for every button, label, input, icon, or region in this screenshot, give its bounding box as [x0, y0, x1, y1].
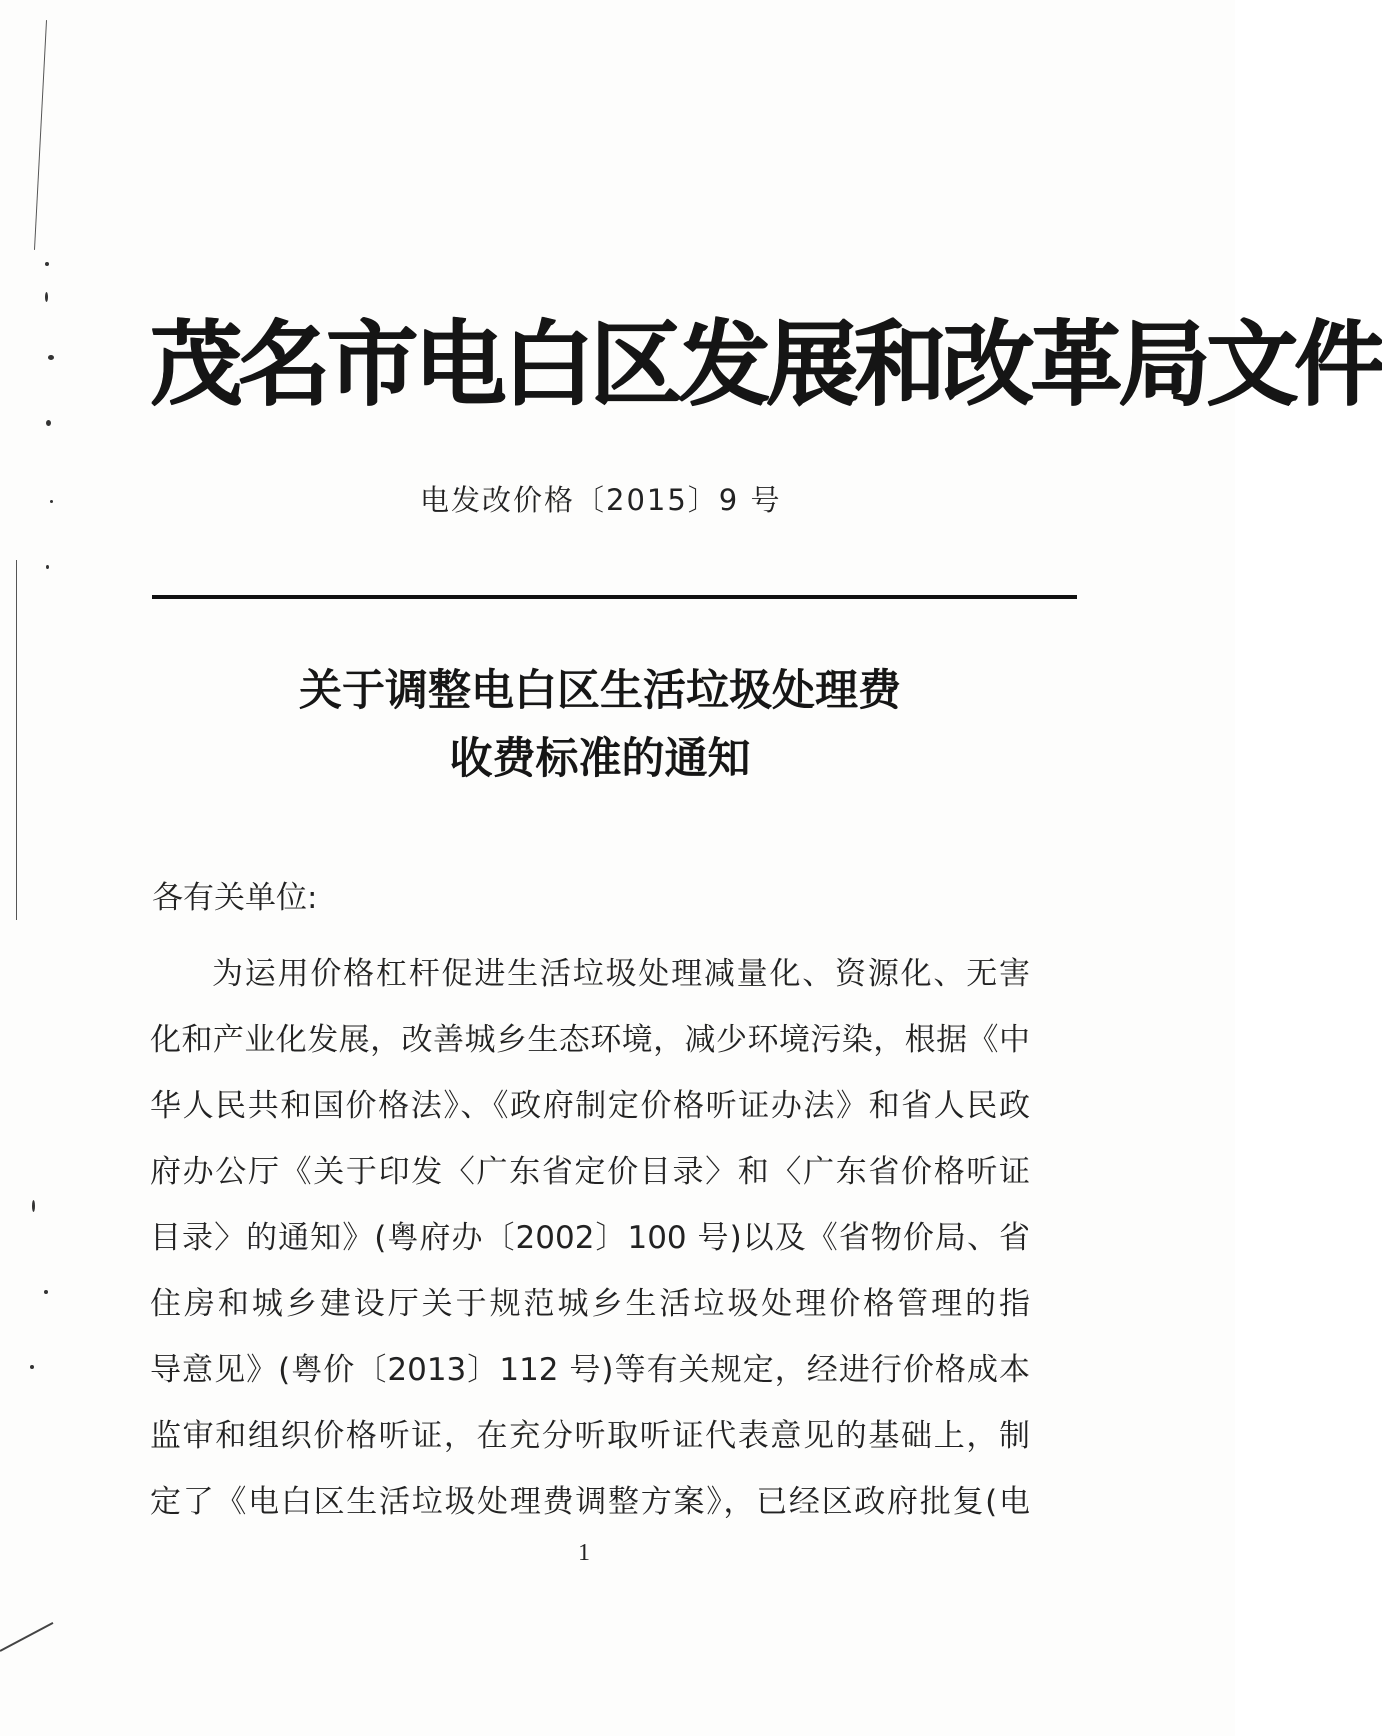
body-line: 定了《电白区生活垃圾处理费调整方案》，已经区政府批复(电: [150, 1484, 1030, 1520]
document-number: 电发改价格〔2015〕9 号: [420, 483, 782, 517]
scan-speck: [32, 1200, 35, 1212]
scan-speck: [50, 500, 53, 503]
scan-speck: [45, 292, 48, 302]
page-number: 1: [578, 1540, 590, 1566]
header-divider: [152, 595, 1077, 599]
notice-title-line-2: 收费标准的通知: [449, 734, 751, 784]
agency-header-title: 茂名市电白区发展和改革局文件: [150, 310, 1382, 418]
scan-speck: [44, 1290, 48, 1294]
body-line: 化和产业化发展，改善城乡生态环境，减少环境污染，根据《中: [150, 1022, 1030, 1058]
body-line: 监审和组织价格听证，在充分听取听证代表意见的基础上，制: [150, 1418, 1030, 1454]
scan-speck: [30, 1365, 34, 1369]
body-line: 华人民共和国价格法》、《政府制定价格听证办法》和省人民政: [150, 1088, 1030, 1124]
body-line: 为运用价格杠杆促进生活垃圾处理减量化、资源化、无害: [212, 956, 1030, 992]
salutation: 各有关单位:: [152, 880, 318, 916]
scan-margin-line: [16, 560, 17, 920]
body-line: 府办公厅《关于印发〈广东省定价目录〉和〈广东省价格听证: [150, 1154, 1030, 1190]
scan-speck: [45, 262, 49, 266]
body-line: 目录〉的通知》(粤府办〔2002〕100 号)以及《省物价局、省: [150, 1220, 1030, 1256]
scan-speck: [46, 420, 51, 426]
scan-corner-mark: [0, 1622, 53, 1652]
scan-speck: [46, 565, 49, 569]
scan-speck: [48, 355, 54, 360]
body-line: 导意见》(粤价〔2013〕112 号)等有关规定，经进行价格成本: [150, 1352, 1030, 1388]
body-line: 住房和城乡建设厅关于规范城乡生活垃圾处理价格管理的指: [150, 1286, 1030, 1322]
notice-title-line-1: 关于调整电白区生活垃圾处理费: [299, 666, 901, 716]
scan-margin-line: [34, 20, 47, 250]
